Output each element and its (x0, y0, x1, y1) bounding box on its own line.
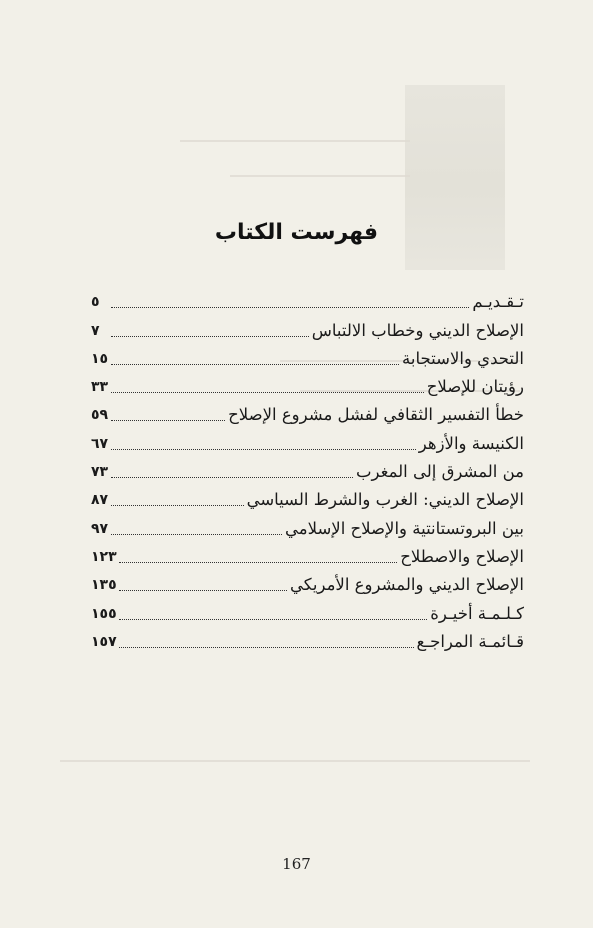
toc-entry-title: الإصلاح الديني وخطاب الالتباس (311, 320, 524, 340)
bleed-through-line (180, 140, 410, 142)
toc-entry-title: الإصلاح الديني: الغرب والشرط السياسي (246, 490, 524, 510)
toc-leader-dots (111, 449, 416, 450)
toc-entry-page: ١٣٥ (91, 577, 117, 594)
toc-entry-title: رؤيتان للإصلاح (426, 377, 524, 397)
toc-entry-title: الإصلاح والاصطلاح (400, 546, 524, 566)
toc-entry-page: ٧٣ (91, 464, 109, 481)
toc-entry (91, 425, 524, 453)
toc-entry-title: من المشرق إلى المغرب (355, 462, 524, 482)
toc-leader-dots (111, 420, 225, 421)
toc-entry-title: الكنيسة والأزهر (418, 433, 524, 453)
toc-leader-dots (111, 307, 469, 308)
toc-leader-dots (111, 392, 424, 393)
toc-entry (91, 510, 524, 538)
toc-entry-title: الإصلاح الديني والمشروع الأمريكي (290, 575, 524, 595)
toc-entry-page: ٨٧ (91, 492, 109, 509)
toc-entry-page: ١٥ (91, 350, 109, 367)
toc-entry (91, 312, 524, 340)
toc-entry (91, 595, 524, 623)
page-number: 167 (282, 855, 311, 873)
toc-leader-dots (111, 505, 244, 506)
toc-entry-title: قـائمـة المراجـع (416, 631, 524, 651)
toc-leader-dots (111, 534, 282, 535)
toc-entry-page: ١٥٧ (91, 633, 117, 650)
toc-leader-dots (111, 364, 399, 365)
toc-leader-dots (119, 562, 398, 563)
toc-entry-title: خطأ التفسير الثقافي لفشل مشروع الإصلاح (228, 405, 524, 425)
toc-entry-page: ٥ (91, 294, 100, 311)
toc-entry (91, 567, 524, 595)
toc-entry-page: ٣٣ (91, 379, 109, 396)
toc-entry (91, 284, 524, 312)
bleed-through-line (230, 175, 410, 177)
toc-entry (91, 482, 524, 510)
toc-entry (91, 397, 524, 425)
toc-entry (91, 369, 524, 397)
toc-leader-dots (111, 336, 309, 337)
toc-entry (91, 624, 524, 652)
toc-entry-page: ٩٧ (91, 520, 109, 537)
toc-entry-page: ٦٧ (91, 435, 109, 452)
toc-entry-title: بين البروتستانتية والإصلاح الإسلامي (285, 518, 524, 538)
toc-entry-title: كـلـمـة أخيـرة (430, 603, 524, 623)
toc-leader-dots (119, 647, 414, 648)
toc-leader-dots (119, 619, 428, 620)
toc-entry (91, 539, 524, 567)
page-title: فهرست الكتاب (214, 219, 379, 245)
toc-entry-page: ١٥٥ (91, 605, 117, 622)
toc-entry (91, 454, 524, 482)
toc-leader-dots (111, 477, 353, 478)
toc-leader-dots (119, 590, 287, 591)
toc-entry (91, 341, 524, 369)
toc-entry-title: التحدي والاستجابة (402, 348, 524, 368)
toc-entry-page: ٥٩ (91, 407, 109, 424)
toc-entry-page: ١٢٣ (91, 548, 117, 565)
table-of-contents (91, 284, 524, 652)
bleed-through-line (60, 760, 530, 762)
toc-entry-page: ٧ (91, 322, 100, 339)
toc-entry-title: تـقـديـم (472, 292, 524, 312)
